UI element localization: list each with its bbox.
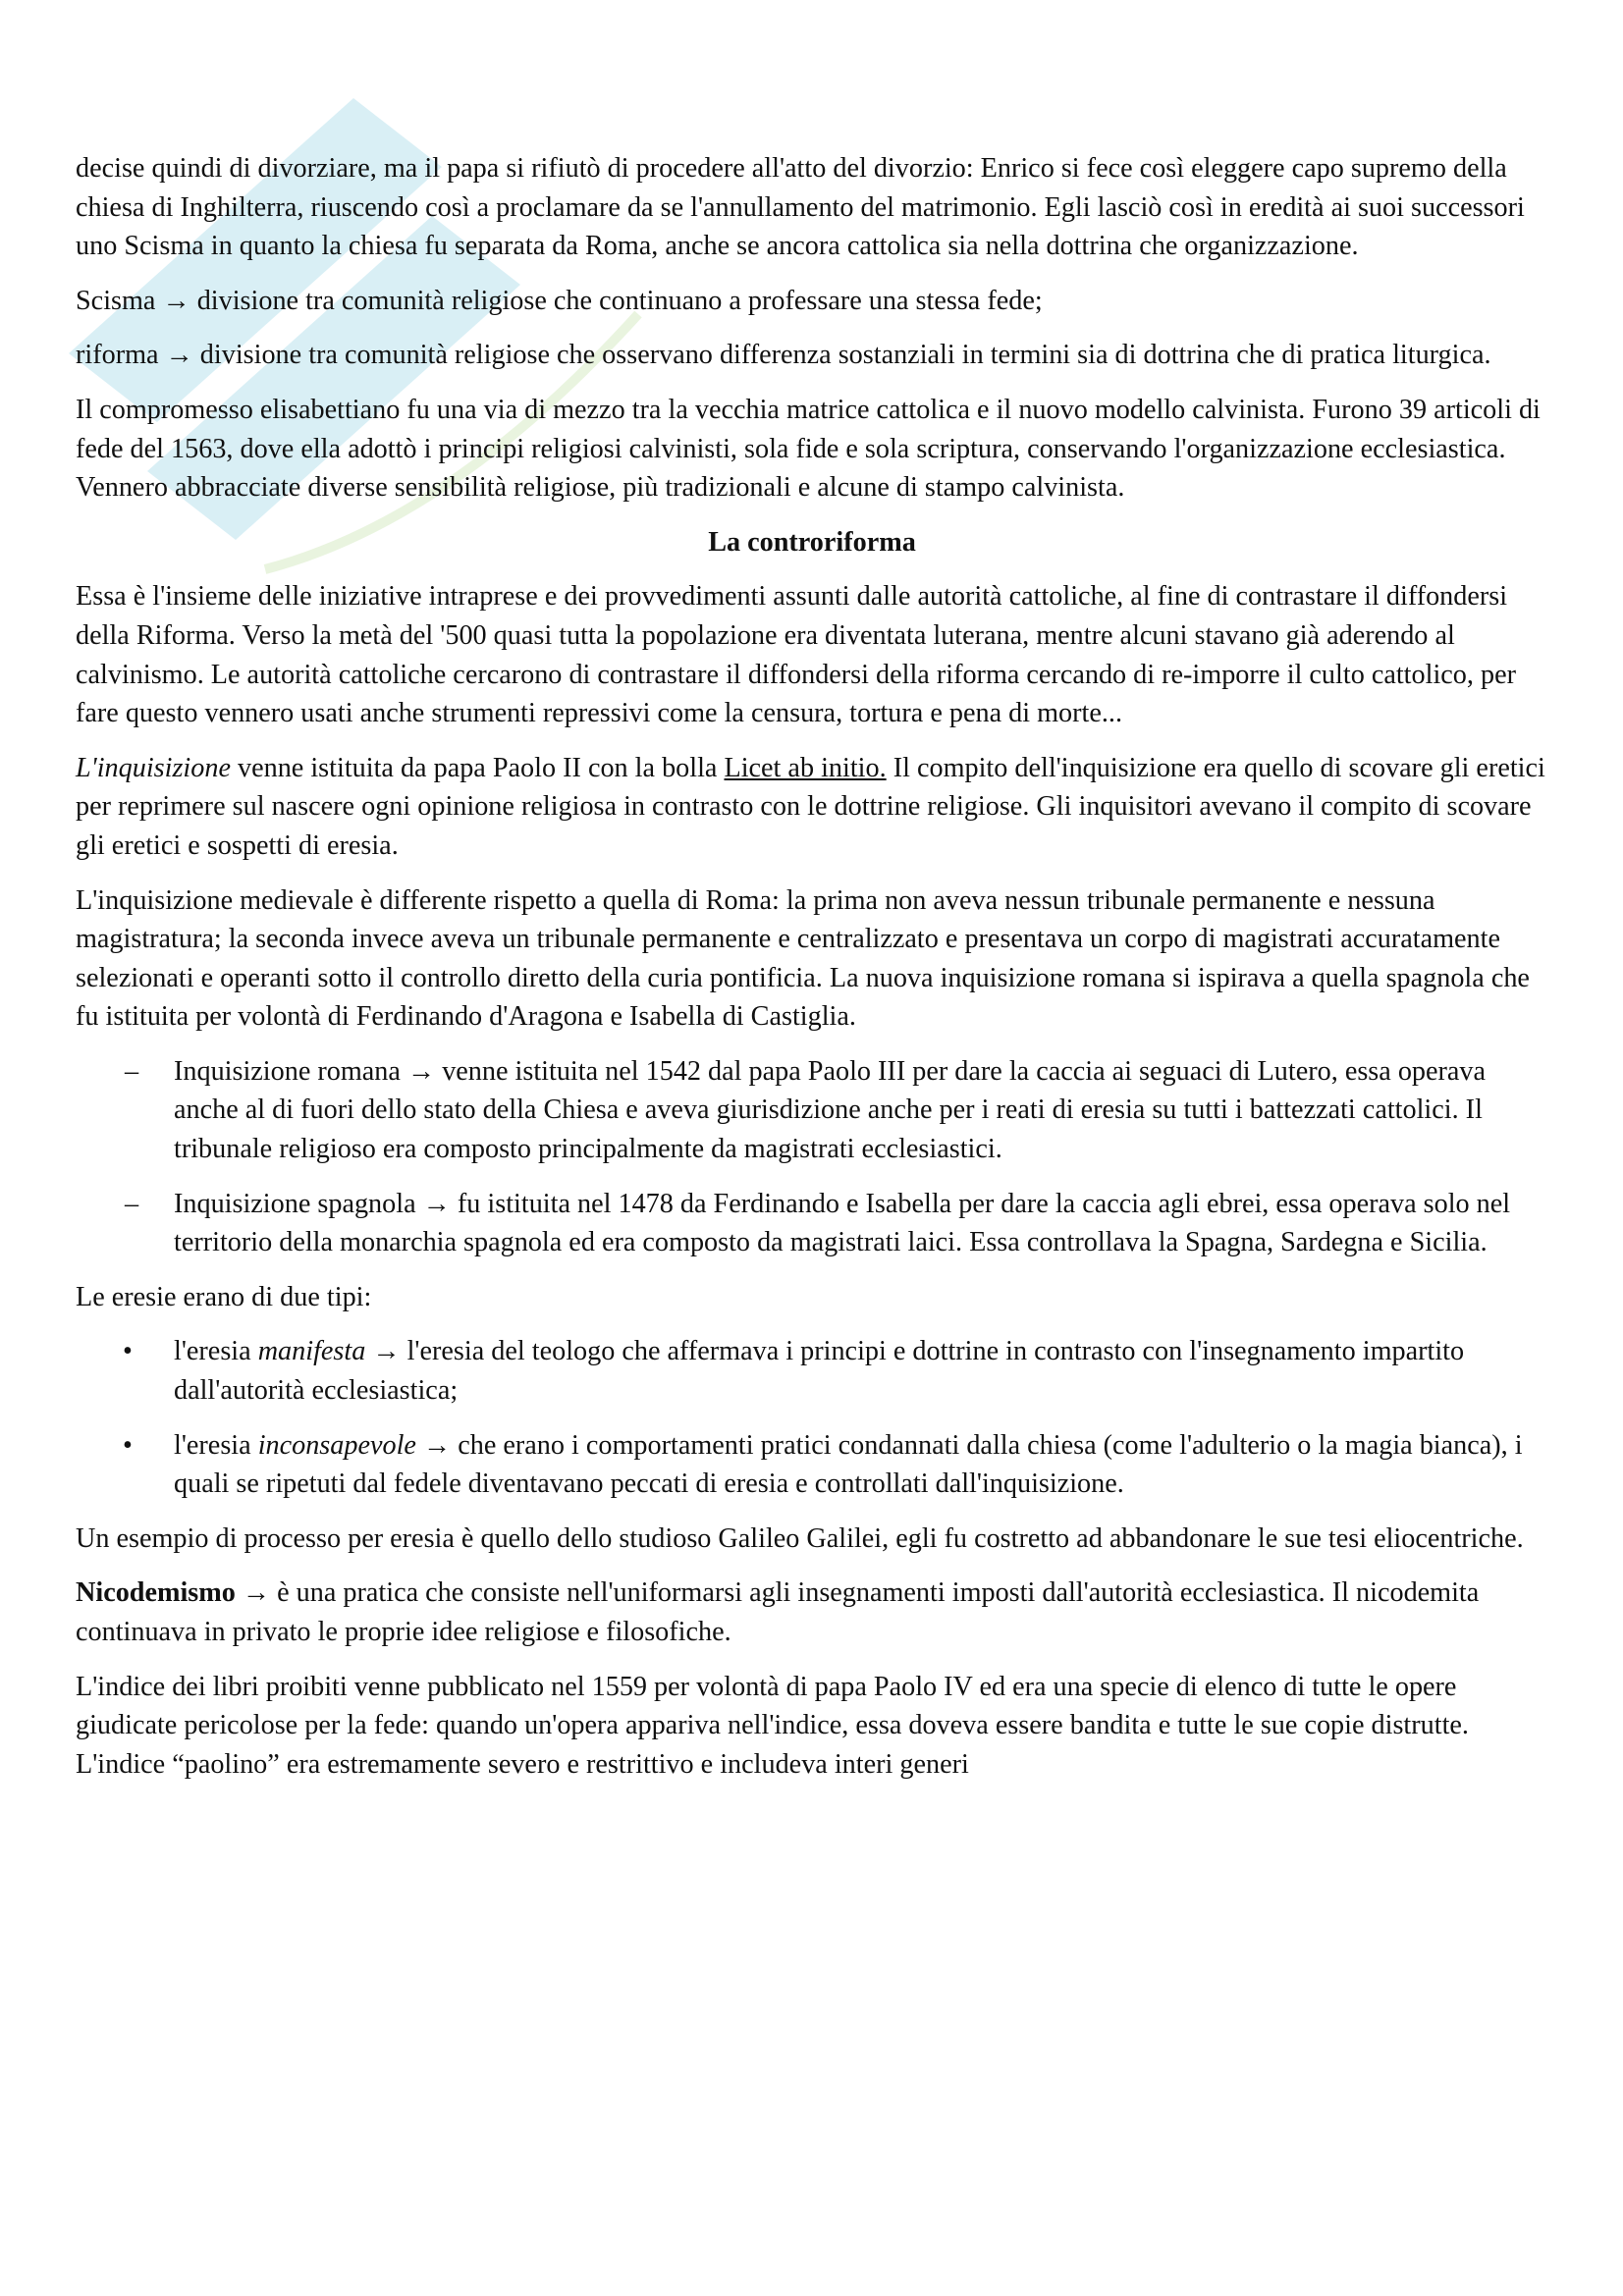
paragraph-heresy-types: Le eresie erano di due tipi: xyxy=(76,1281,372,1312)
paragraph-scisma-definition: Scisma → divisione tra comunità religiose che continuano a professare una stessa fede; xyxy=(76,285,1043,316)
heresy-types-list xyxy=(76,1332,1548,1503)
paragraph-galileo: Un esempio di processo per eresia è quello dello studioso Galileo Galilei, egli fu costretto ad abbandonare le sue tesi eliocentriche. xyxy=(76,1522,1524,1554)
dash-marker: – xyxy=(125,1055,139,1087)
document-page xyxy=(76,149,1548,1799)
paragraph-inquisition: L'inquisizione venne istituita da papa Paolo II con la bolla Licet ab initio. Il compito dell'inquisizione era quello di scovare gli eretici per reprimere sul nascere ogni opinione religiosa in contrasto con le dottrine religiose. Gli inquisitori avevano il compito di scovare gli eretici e sospetti di eresia. xyxy=(76,752,1545,861)
section-heading: La controriforma xyxy=(708,526,916,558)
list-item: – Inquisizione spagnola → fu istituita nel 1478 da Ferdinando e Isabella per dare la caccia agli ebrei, essa operava solo nel territorio della monarchia spagnola ed era composto da magistrati laici. Essa controllava la Spagna, Sardegna e Sicilia. xyxy=(76,1185,1548,1262)
paragraph-elizabethan-compromise: Il compromesso elisabettiano fu una via di mezzo tra la vecchia matrice cattolica e il nuovo modello calvinista. Furono 39 articoli di fede del 1563, dove ella adottò i principi religiosi calvinisti, sola fide e sola scriptura, conservando l'organizzazione ecclesiastica. Vennero abbracciate diverse sensibilità religiose, più tradizionali e alcune di stampo calvinista. xyxy=(76,394,1541,504)
nicodemismo-term: Nicodemismo xyxy=(76,1577,236,1609)
paragraph-riforma-definition: riforma → divisione tra comunità religiose che osservano differenza sostanziali in termini sia di dottrina che di pratica liturgica. xyxy=(76,340,1491,371)
list-item: – Inquisizione romana → venne istituita nel 1542 dal papa Paolo III per dare la caccia ai seguaci di Lutero, essa operava anche al di fuori dello stato della Chiesa e aveva giurisdizione anche per i reati di eresia su tutti i battezzati cattolici. Il tribunale religioso era composto principalmente da magistrati ecclesiastici. xyxy=(76,1052,1548,1169)
paragraph-nicodemismo: Nicodemismo → è una pratica che consiste nell'uniformarsi agli insegnamenti imposti dall'autorità ecclesiastica. Il nicodemita continuava in privato le proprie idee religiose e filosofiche. xyxy=(76,1577,1480,1647)
bull-title: Licet ab initio. xyxy=(724,752,887,783)
paragraph-medieval-vs-roman: L'inquisizione medievale è differente rispetto a quella di Roma: la prima non aveva nessun tribunale permanente e nessuna magistratura; la seconda invece aveva un tribunale permanente e centralizzato e presentava un corpo di magistrati accuratamente selezionati e operanti sotto il controllo diretto della curia pontificia. La nuova inquisizione romana si ispirava a quella spagnola che fu istituita per volontà di Ferdinando d'Aragona e Isabella di Castiglia. xyxy=(76,884,1530,1033)
inquisition-term: L'inquisizione xyxy=(76,752,231,783)
paragraph-divorce: decise quindi di divorziare, ma il papa si rifiutò di procedere all'atto del divorzio: Enrico si fece così eleggere capo supremo della chiesa di Inghilterra, riuscendo così a proclamare da se l'annullamento del matrimonio. Egli lasciò così in eredità ai suoi successori uno Scisma in quanto la chiesa fu separata da Roma, anche se ancora cattolica sia nella dottrina che organizzazione. xyxy=(76,153,1525,262)
paragraph-controriforma: Essa è l'insieme delle iniziative intraprese e dei provvedimenti assunti dalle autorità cattoliche, al fine di contrastare il diffondersi della Riforma. Verso la metà del '500 quasi tutta la popolazione era diventata luterana, mentre alcuni stavano già aderendo al calvinismo. Le autorità cattoliche cercarono di contrastare il diffondersi della riforma cercando di re-imporre il culto cattolico, per fare questo vennero usati anche strumenti repressivi come la censura, tortura e pena di morte... xyxy=(76,581,1516,729)
bullet-marker: • xyxy=(123,1336,133,1367)
bullet-marker: • xyxy=(123,1429,133,1461)
list-item: • l'eresia inconsapevole → che erano i comportamenti pratici condannati dalla chiesa (come l'adulterio o la magia bianca), i quali se ripetuti dal fedele diventavano peccati di eresia e controllati dall'inquisizione. xyxy=(76,1426,1548,1504)
list-item: • l'eresia manifesta → l'eresia del teologo che affermava i principi e dottrine in contrasto con l'insegnamento impartito dall'autorità ecclesiastica; xyxy=(76,1332,1548,1410)
inquisition-types-list xyxy=(76,1052,1548,1262)
dash-marker: – xyxy=(125,1188,139,1219)
paragraph-index: L'indice dei libri proibiti venne pubblicato nel 1559 per volontà di papa Paolo IV ed era una specie di elenco di tutte le opere giudicate pericolose per la fede: quando un'opera appariva nell'indice, essa doveva essere bandita e tutte le sue copie distrutte. L'indice “paolino” era estremamente severo e restrittivo e includeva interi generi xyxy=(76,1671,1469,1780)
